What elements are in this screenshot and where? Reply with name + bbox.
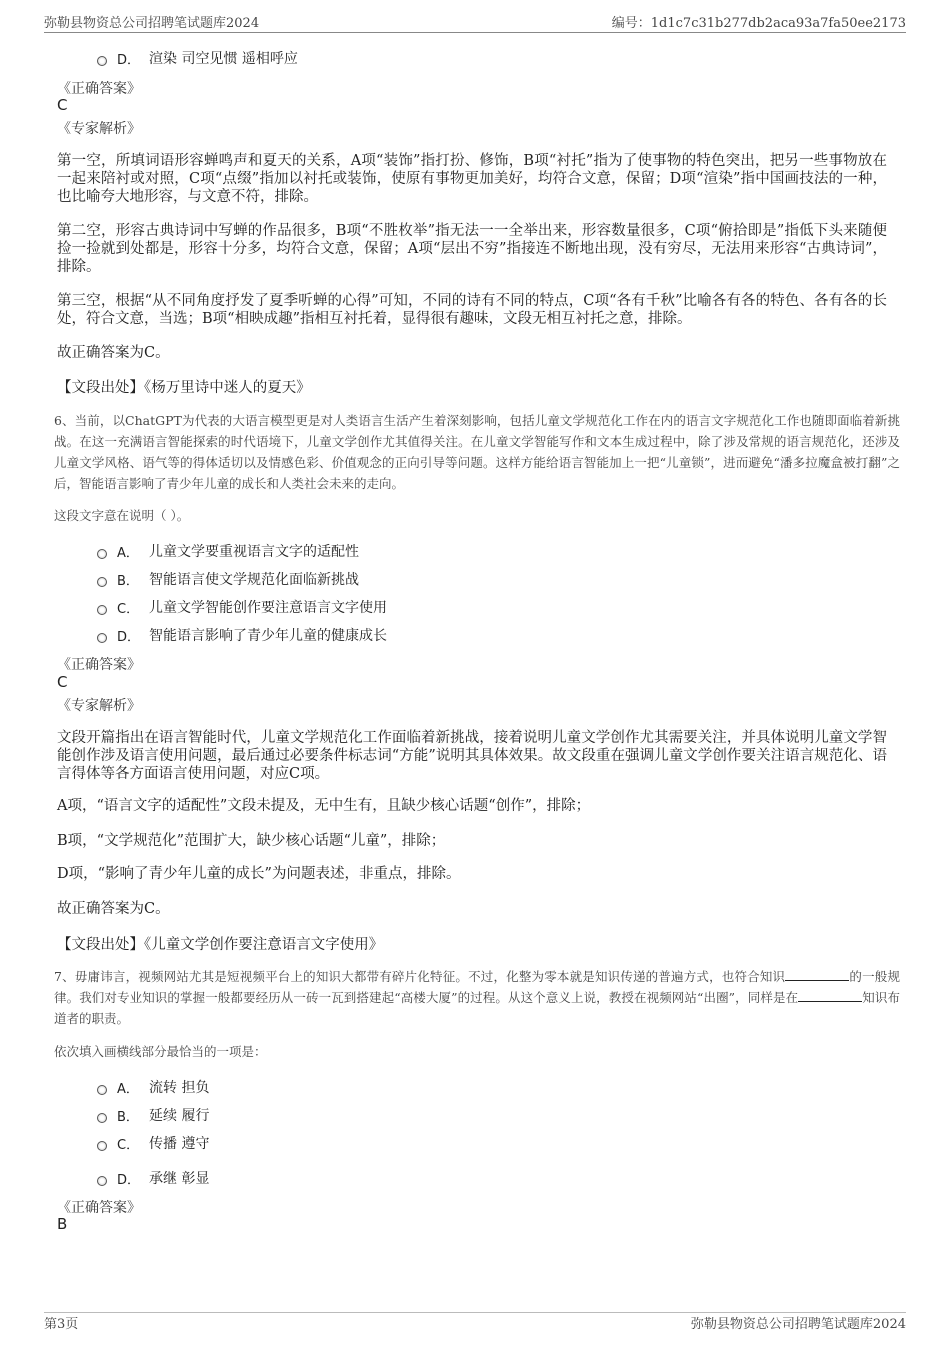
q6-stem: 6、当前，以ChatGPT为代表的大语言模型更是对人类语言生活产生着深刻影响，包括儿童文学规范化工作在内的语言文字规范化工作也随即面临着新挑战。在这一充满语言智能探索的时代语境下，儿童文学创作尤其值得关注。在儿童文学智能写作和文本生成过程中，除了涉及常规的语言规范化，还涉及儿童文学风格、语气等的得体适切以及情感色彩、价值观念的正向引导等问题。这样方能给语言智能加上一把“儿童锁”，进而避免“潘多拉魔盒被打翻”之后，智能语言影响了青少年儿童的成长和人类社会未来的走向。 (54, 413, 900, 491)
q6-analysis-label: 《专家解析》 (57, 698, 141, 714)
q6-option-c[interactable] (97, 597, 387, 617)
option-letter: C． (117, 601, 140, 617)
radio-icon[interactable] (97, 1085, 107, 1095)
q7-answer-label: 《正确答案》 (57, 1200, 141, 1216)
option-text: 延续 履行 (149, 1108, 210, 1124)
q7-stem-part1: 7、毋庸讳言，视频网站尤其是短视频平台上的知识大都带有碎片化特征。不过，化整为零本就是知识传递的普遍方式，也符合知识 (54, 969, 786, 984)
q7-option-d[interactable] (97, 1168, 209, 1188)
q7-stem-part2: 的一般规律。我们对专业知识的掌握一般都要经历从一砖一瓦到搭建起“高楼大厦”的过程。从这个意义上说，教授在视频网站“出圈”，同样是在 (54, 969, 900, 1005)
option-text: 传播 遵守 (149, 1136, 210, 1152)
radio-icon[interactable] (97, 1141, 107, 1151)
option-letter: B． (117, 573, 139, 589)
option-letter: B． (117, 1109, 139, 1125)
header-doc-id: 编号：1d1c7c31b277db2aca93a7fa50ee2173 (611, 16, 906, 31)
q6-option-d[interactable] (97, 625, 387, 645)
option-letter: D． (117, 629, 141, 645)
fill-blank-2 (798, 989, 862, 1002)
q7-option-a[interactable] (97, 1077, 209, 1097)
radio-icon[interactable] (97, 1113, 107, 1123)
option-letter: C． (117, 1137, 140, 1153)
option-text: 渲染 司空见惯 遥相呼应 (149, 51, 298, 67)
q5-answer-label: 《正确答案》 (57, 81, 141, 97)
q5-analysis-p2: 第二空，形容古典诗词中写蝉的作品很多，B项“不胜枚举”指无法一一全举出来，形容数量很多，C项“俯拾即是”指低下头来随便捡一捡就到处都是，形容十分多，均符合文意，保留；A项“层出不穷”指接连不断地出现，没有穷尽，无法用来形容“古典诗词”，排除。 (57, 223, 887, 275)
page-number: 第3页 (44, 1317, 79, 1332)
q5-analysis-label: 《专家解析》 (57, 121, 141, 137)
radio-icon[interactable] (97, 633, 107, 643)
q6-answer-label: 《正确答案》 (57, 657, 141, 673)
q6-analysis-p4: D项，“影响了青少年儿童的成长”为问题表述，非重点，排除。 (57, 866, 461, 882)
q6-analysis-p2: A项，“语言文字的适配性”文段未提及，无中生有，且缺少核心话题“创作”，排除； (57, 798, 591, 814)
option-text: 儿童文学要重视语言文字的适配性 (149, 544, 359, 560)
footer-doc-title: 弥勒县物资总公司招聘笔试题库2024 (690, 1317, 906, 1332)
option-text: 流转 担负 (149, 1080, 210, 1096)
q6-analysis-p1: 文段开篇指出在语言智能时代，儿童文学规范化工作面临着新挑战，接着说明儿童文学创作尤其需要关注，并具体说明儿童文学智能创作涉及语言使用问题，最后通过必要条件标志词“方能”说明其具体效果。故文段重在强调儿童文学创作要关注语言规范化、语言得体等各方面语言使用问题，对应C项。 (57, 730, 887, 782)
option-letter: D． (117, 52, 141, 68)
q5-analysis-p3: 第三空，根据“从不同角度抒发了夏季听蝉的心得”可知，不同的诗有不同的特点，C项“各有千秋”比喻各有各的特色、各有各的长处，符合文意，当选；B项“相映成趣”指相互衬托着，显得很有趣味，文段无相互衬托之意，排除。 (57, 293, 887, 327)
option-letter: A． (117, 1081, 139, 1097)
q6-question: 这段文字意在说明（ ）。 (54, 508, 190, 523)
q5-analysis-p1: 第一空，所填词语形容蝉鸣声和夏天的关系，A项“装饰”指打扮、修饰，B项“衬托”指为了使事物的特色突出，把另一些事物放在一起来陪衬或对照，C项“点缀”指加以衬托或装饰，使原有事物更加美好，均符合文意，保留；D项“渲染”指中国画技法的一种，也比喻夸大地形容，与文意不符，排除。 (57, 153, 887, 205)
radio-icon[interactable] (97, 56, 107, 66)
q5-answer-value: C (57, 96, 68, 114)
q7-option-c[interactable] (97, 1133, 209, 1153)
q6-source: 【文段出处】《儿童文学创作要注意语言文字使用》 (57, 937, 384, 953)
option-text: 儿童文学智能创作要注意语言文字使用 (149, 600, 387, 616)
q6-option-a[interactable] (97, 541, 359, 561)
q6-conclusion: 故正确答案为C。 (57, 901, 170, 917)
q6-analysis-p3: B项，“文学规范化”范围扩大，缺少核心话题“儿童”，排除； (57, 833, 446, 849)
radio-icon[interactable] (97, 577, 107, 587)
radio-icon[interactable] (97, 549, 107, 559)
q6-answer-value: C (57, 673, 68, 691)
q7-option-b[interactable] (97, 1105, 209, 1125)
option-letter: D． (117, 1172, 141, 1188)
q7-question: 依次填入画横线部分最恰当的一项是： (54, 1044, 267, 1059)
option-text: 智能语言影响了青少年儿童的健康成长 (149, 628, 387, 644)
q5-source: 【文段出处】《杨万里诗中迷人的夏天》 (57, 380, 311, 396)
q6-option-b[interactable] (97, 569, 359, 589)
q7-answer-value: B (57, 1215, 68, 1233)
q5-conclusion: 故正确答案为C。 (57, 345, 170, 361)
option-text: 智能语言使文学规范化面临新挑战 (149, 572, 359, 588)
fill-blank-1 (785, 968, 849, 981)
q5-option-d[interactable] (97, 48, 298, 68)
option-letter: A． (117, 545, 139, 561)
radio-icon[interactable] (97, 605, 107, 615)
header-doc-title: 弥勒县物资总公司招聘笔试题库2024 (44, 16, 260, 31)
radio-icon[interactable] (97, 1176, 107, 1186)
q7-stem-part3: 知识布道者的职责。 (54, 990, 900, 1026)
option-text: 承继 彰显 (149, 1171, 210, 1187)
q7-stem (54, 966, 900, 1029)
header-divider (44, 32, 906, 33)
